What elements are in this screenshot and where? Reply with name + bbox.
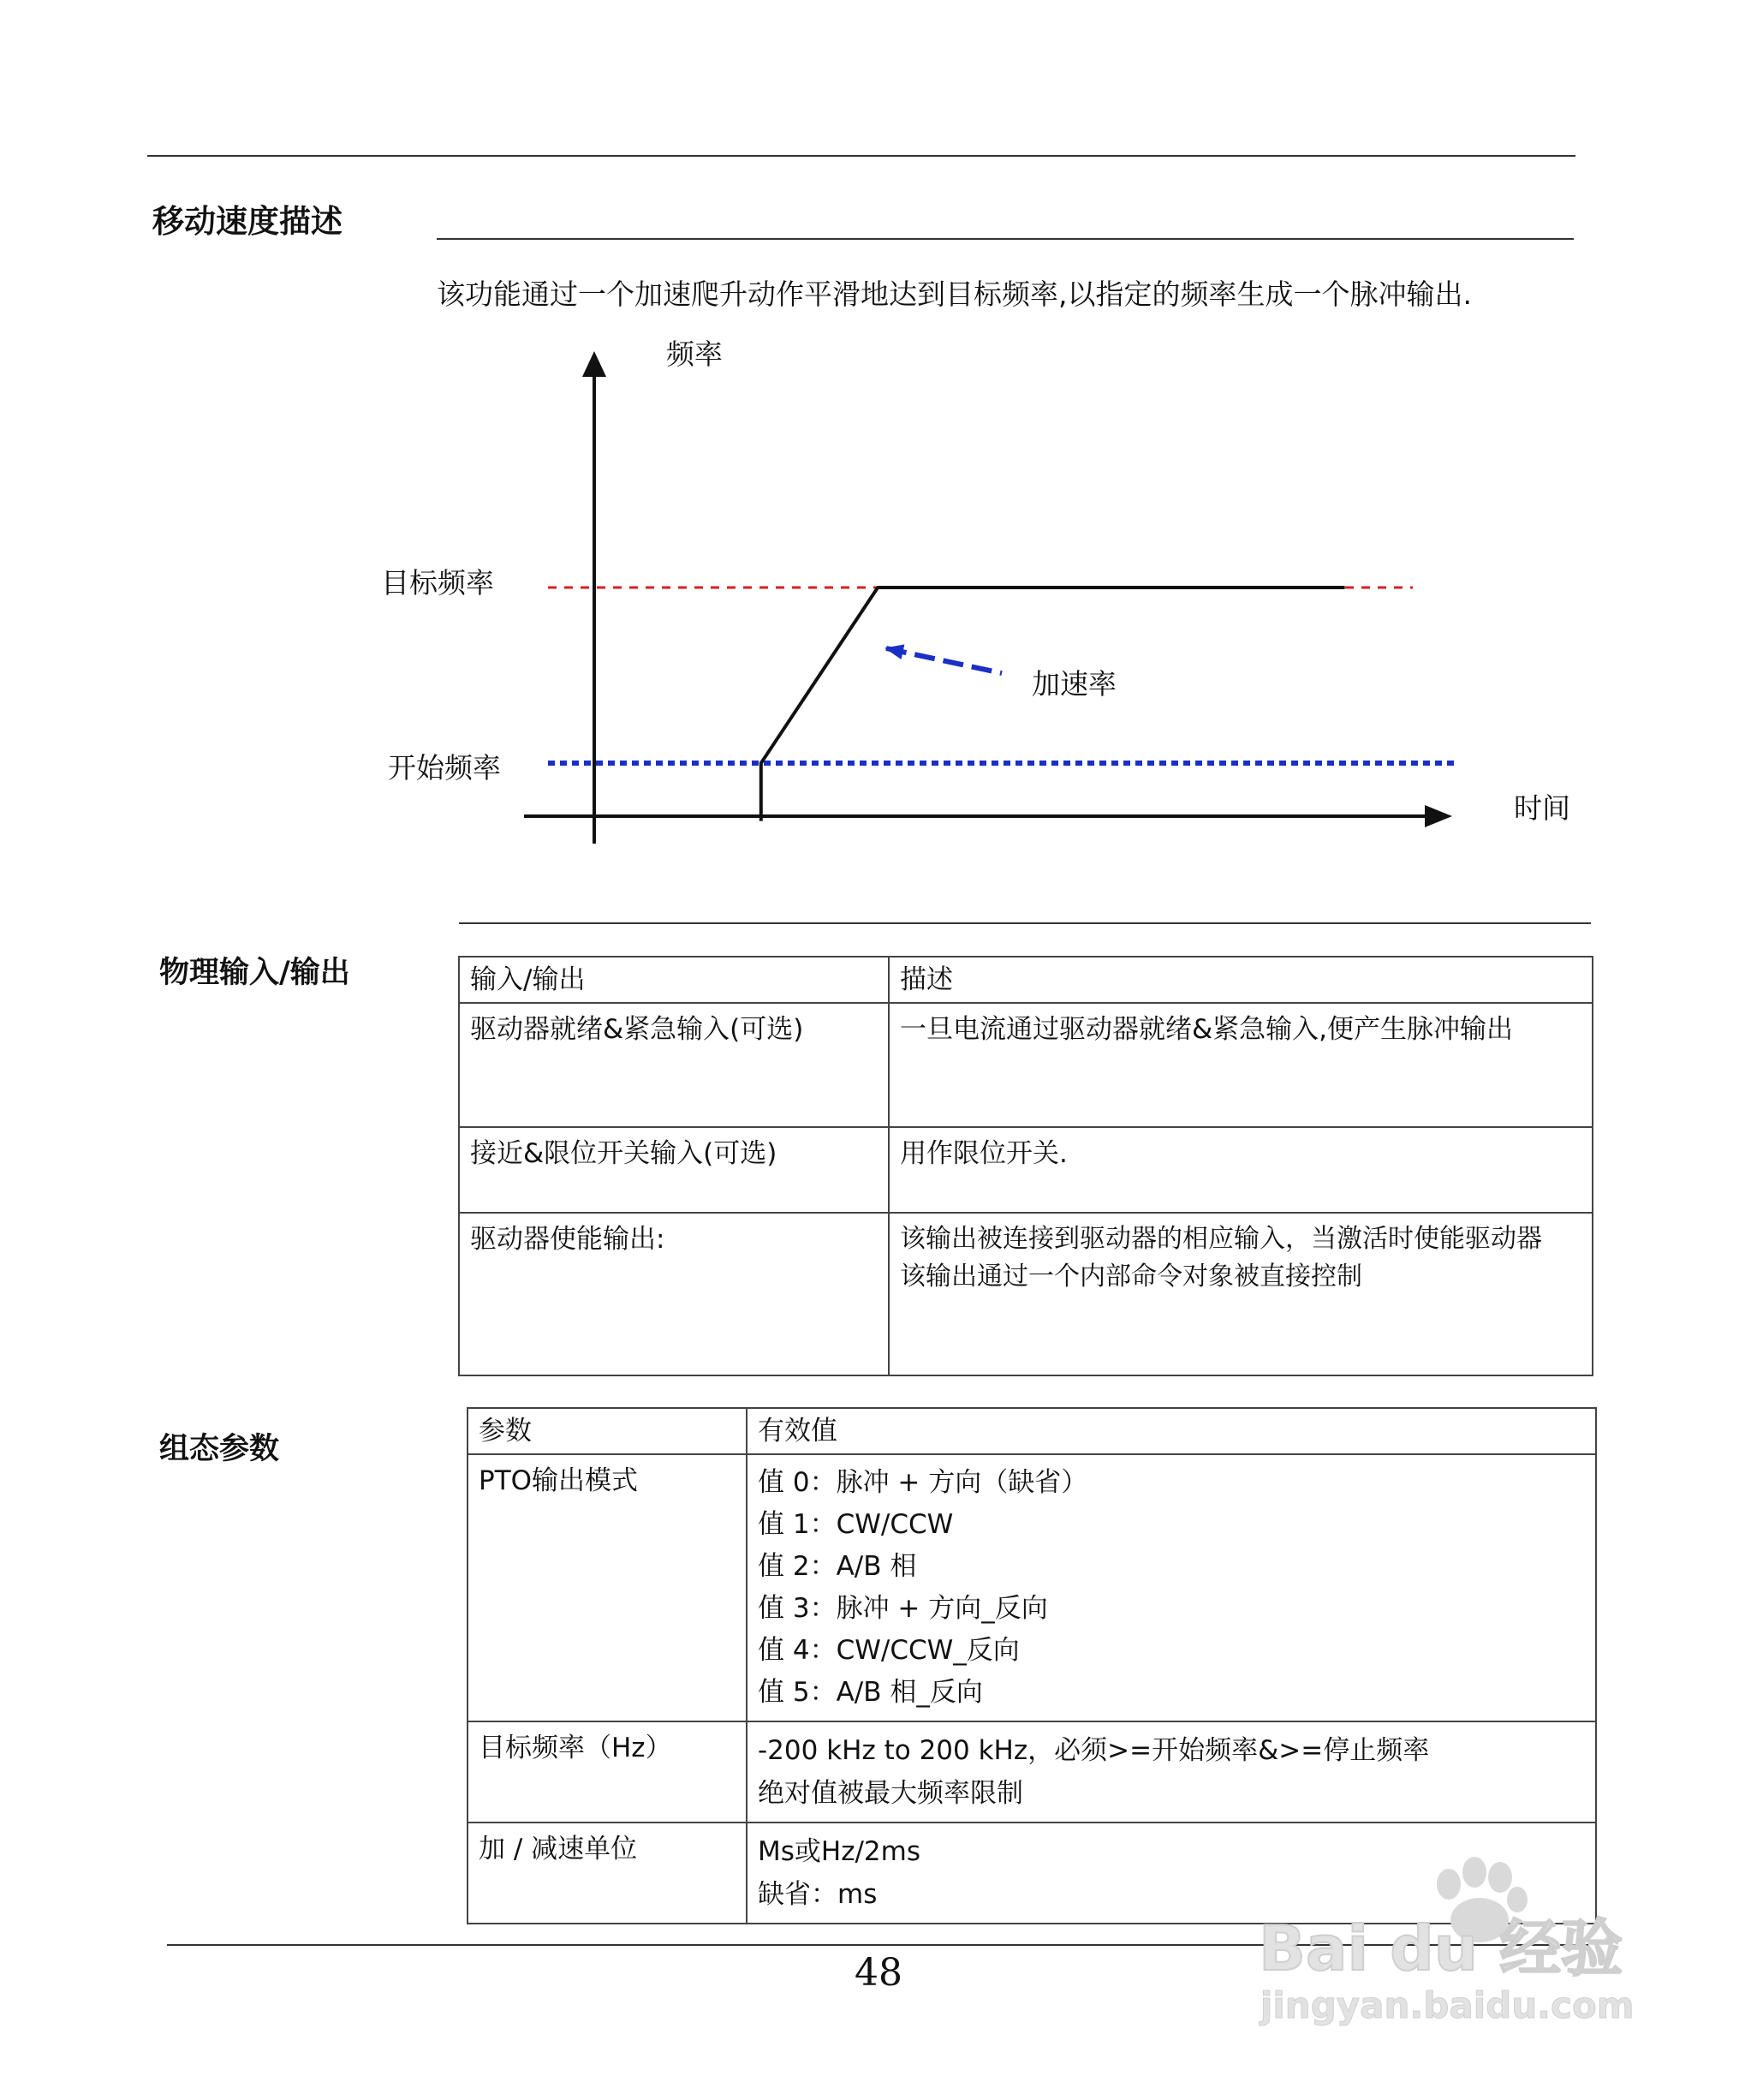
config-table-header: [468, 1408, 1596, 1454]
io-table-header: [459, 957, 1593, 1003]
table-row: [468, 1454, 1596, 1721]
io-name: 接近&限位开关输入(可选): [459, 1127, 889, 1213]
io-name: 驱动器就绪&紧急输入(可选): [459, 1003, 889, 1127]
table-row: [468, 1721, 1596, 1823]
io-header-desc: 描述: [889, 957, 1593, 1003]
section-rule-speed: [437, 238, 1574, 240]
watermark-url: jingyan.baidu.com: [1260, 1984, 1635, 2026]
section-title-config: 组态参数: [159, 1432, 280, 1466]
start-frequency-label: 开始频率: [388, 751, 501, 785]
frequency-chart: [0, 325, 1757, 874]
io-desc: 用作限位开关.: [889, 1127, 1593, 1213]
intro-text: 该功能通过一个加速爬升动作平滑地达到目标频率,以指定的频率生成一个脉冲输出.: [437, 277, 1472, 311]
io-table: [458, 956, 1593, 1376]
top-rule: [147, 155, 1575, 157]
io-desc: 一旦电流通过驱动器就绪&紧急输入,便产生脉冲输出: [889, 1003, 1593, 1127]
config-values: Ms或Hz/2ms 缺省：ms: [747, 1823, 1596, 1924]
section-title-io: 物理输入/输出: [159, 956, 350, 990]
acceleration-label: 加速率: [1032, 667, 1117, 701]
table-row: [459, 1127, 1593, 1213]
config-values: -200 kHz to 200 kHz，必须>=开始频率&>=停止频率 绝对值被最大频率限制: [747, 1721, 1596, 1823]
config-header-param: 参数: [468, 1408, 747, 1454]
io-name: 驱动器使能输出:: [459, 1213, 889, 1375]
target-frequency-label: 目标频率: [381, 566, 494, 600]
watermark-brand: Bai du 经验: [1259, 1912, 1623, 1984]
baidu-watermark: [1250, 1841, 1678, 2030]
config-param: 加 / 减速单位: [468, 1823, 747, 1924]
config-param: 目标频率（Hz）: [468, 1721, 747, 1823]
x-axis-label: 时间: [1514, 791, 1570, 825]
table-row: [459, 1003, 1593, 1127]
y-axis-arrow-icon: [582, 351, 606, 377]
config-values: 值 0：脉冲 + 方向（缺省） 值 1：CW/CCW 值 2：A/B 相 值 3：脉冲 + 方向_反向 值 4：CW/CCW_反向 值 5：A/B 相_反向: [747, 1454, 1596, 1721]
io-desc: 该输出被连接到驱动器的相应输入，当激活时使能驱动器 该输出通过一个内部命令对象被直接控制: [889, 1213, 1593, 1375]
table-row: [459, 1213, 1593, 1375]
x-axis-arrow-icon: [1425, 805, 1452, 827]
frequency-profile-series: [761, 588, 1345, 821]
io-header-io: 输入/输出: [459, 957, 889, 1003]
config-header-value: 有效值: [747, 1408, 1596, 1454]
page-number: 48: [855, 1951, 902, 1995]
acceleration-arrow-icon: [886, 648, 1002, 673]
y-axis-label: 频率: [666, 337, 723, 371]
config-param: PTO输出模式: [468, 1454, 747, 1721]
section-rule-io: [459, 922, 1591, 924]
section-title-speed: 移动速度描述: [152, 203, 342, 240]
